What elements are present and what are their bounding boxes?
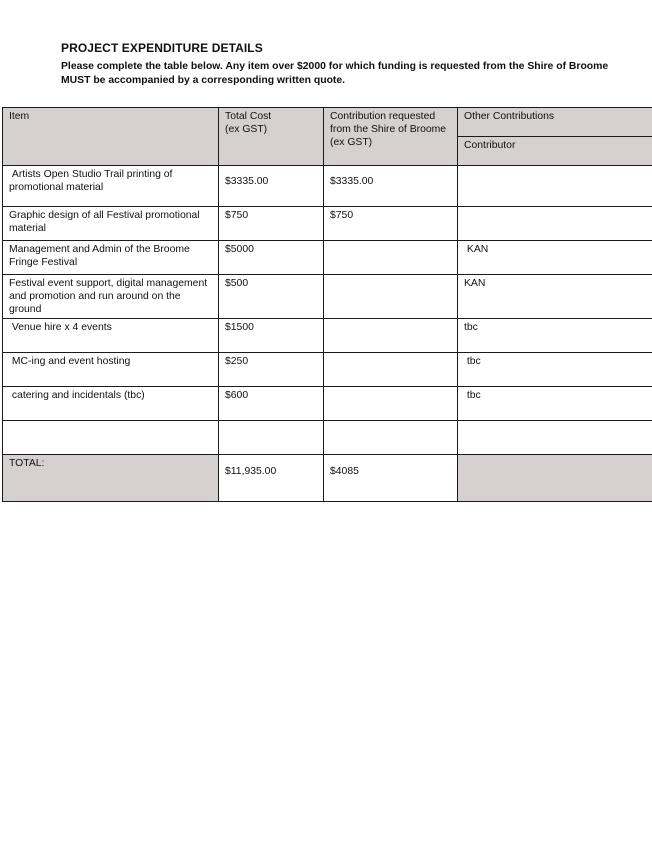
requested-cell[interactable] [324, 353, 458, 387]
requested-cell[interactable] [324, 275, 458, 319]
item-cell[interactable]: MC-ing and event hosting [3, 353, 219, 387]
cost-cell[interactable]: $500 [219, 275, 324, 319]
requested-cell[interactable] [324, 387, 458, 421]
contributor-cell[interactable]: tbc [458, 387, 652, 421]
item-cell[interactable]: Venue hire x 4 events [3, 319, 219, 353]
total-requested-cell[interactable]: $4085 [324, 455, 458, 502]
contributor-cell[interactable] [458, 207, 652, 241]
contributor-cell[interactable]: KAN [458, 241, 652, 275]
cost-cell[interactable] [219, 421, 324, 455]
requested-cell[interactable]: $3335.00 [324, 166, 458, 207]
total-cost-cell[interactable]: $11,935.00 [219, 455, 324, 502]
total-label: TOTAL: [3, 455, 219, 502]
table-row [3, 387, 652, 421]
requested-cell[interactable] [324, 241, 458, 275]
table-row [3, 207, 652, 241]
item-cell[interactable]: Management and Admin of the Broome Fringe Festival [3, 241, 219, 275]
header-contribution-requested: Contribution requested from the Shire of Broome (ex GST) [324, 108, 458, 166]
instructions-text: Please complete the table below. Any item over $2000 for which funding is requested from the Shire of Broome MUST be accompanied by a corresponding written quote. [61, 61, 609, 86]
item-cell[interactable]: Graphic design of all Festival promotional material [3, 207, 219, 241]
table-row [3, 166, 652, 207]
contributor-cell[interactable]: KAN [458, 275, 652, 319]
header-item: Item [3, 108, 219, 166]
contributor-cell[interactable] [458, 421, 652, 455]
table-row [3, 319, 652, 353]
cost-cell[interactable]: $600 [219, 387, 324, 421]
header-other-contributions: Other Contributions [458, 108, 652, 137]
page-title: PROJECT EXPENDITURE DETAILS [61, 41, 263, 55]
item-cell[interactable] [3, 421, 219, 455]
item-cell[interactable]: Festival event support, digital management and promotion and run around on the ground [3, 275, 219, 319]
cost-cell[interactable]: $3335.00 [219, 166, 324, 207]
cost-cell[interactable]: $750 [219, 207, 324, 241]
cost-cell[interactable]: $250 [219, 353, 324, 387]
total-row [3, 455, 652, 502]
item-cell[interactable]: Artists Open Studio Trail printing of promotional material [3, 166, 219, 207]
header-total-cost: Total Cost (ex GST) [219, 108, 324, 166]
item-cell[interactable]: catering and incidentals (tbc) [3, 387, 219, 421]
requested-cell[interactable] [324, 421, 458, 455]
header-contributor: Contributor [458, 137, 652, 166]
cost-cell[interactable]: $1500 [219, 319, 324, 353]
total-other-cell [458, 455, 652, 502]
requested-cell[interactable] [324, 319, 458, 353]
table-row [3, 421, 652, 455]
table-row [3, 275, 652, 319]
contributor-cell[interactable] [458, 166, 652, 207]
contributor-cell[interactable]: tbc [458, 319, 652, 353]
expenditure-table [2, 107, 652, 502]
table-row [3, 353, 652, 387]
contributor-cell[interactable]: tbc [458, 353, 652, 387]
requested-cell[interactable]: $750 [324, 207, 458, 241]
table-row [3, 241, 652, 275]
cost-cell[interactable]: $5000 [219, 241, 324, 275]
